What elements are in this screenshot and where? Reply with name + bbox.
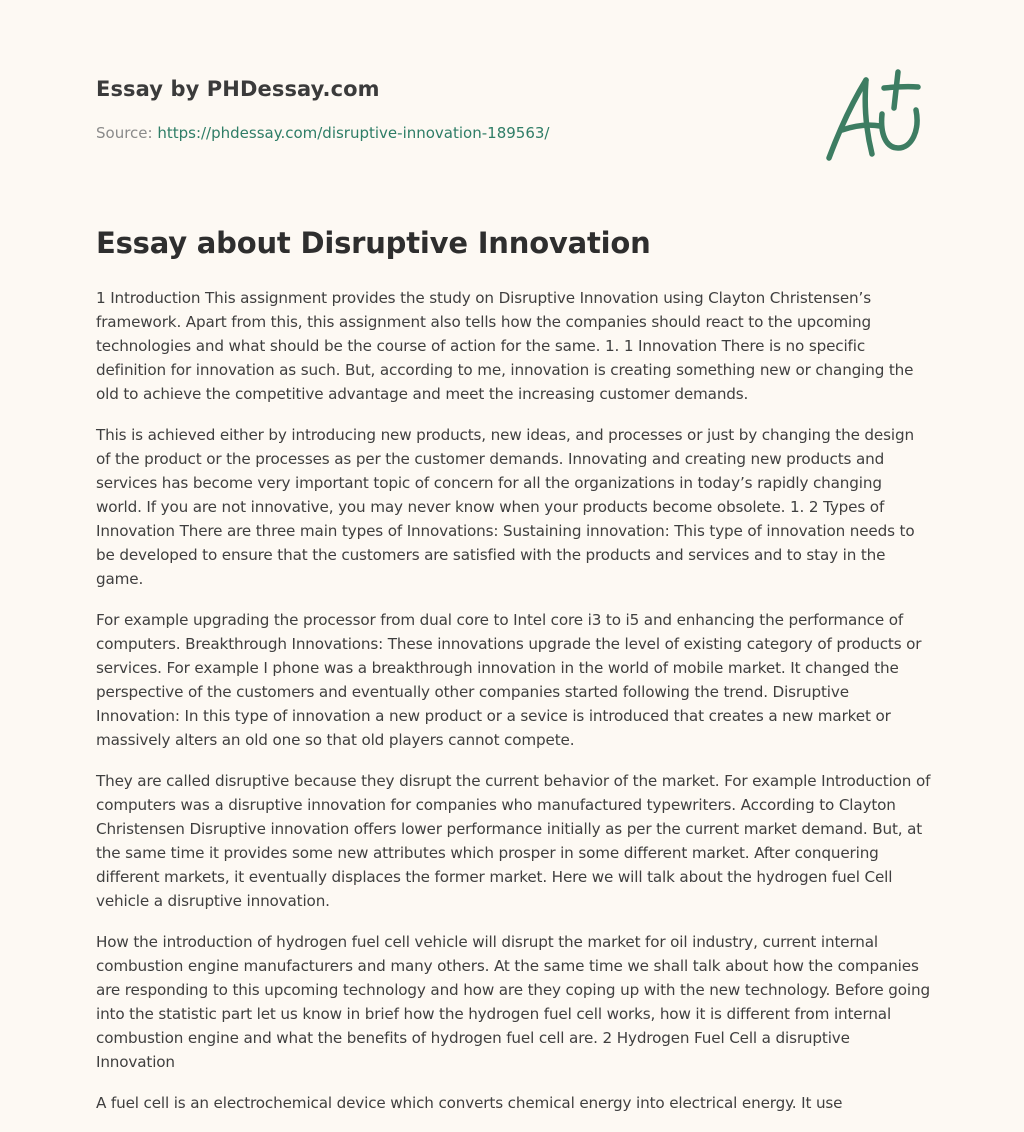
essay-title: Essay about Disruptive Innovation bbox=[96, 226, 651, 260]
essay-paragraph: For example upgrading the processor from dual core to Intel core i3 to i5 and enhancing the performance of computers. Breakthrough Innovations: These innovations upgrade the level of existing category of products or services. For example I phone was a breakthrough innovation in the world of mobile market. It changed the perspective of the customers and eventually other companies started following the trend. Disruptive Innovation: In this type of innovation a new product or a sevice is introduced that creates a new market or massively alters an old one so that old players cannot compete. bbox=[96, 611, 922, 749]
essay-paragraph: 1 Introduction This assignment provides the study on Disruptive Innovation using Clayton Christensen’s framework. Apart from this, this assignment also tells how the companies should react to the upcoming technologies and what should be the course of action for the same. 1. 1 Innovation There is no specific definition for innovation as such. But, according to me, innovation is creating something new or changing the old to achieve the competitive advantage and meet the increasing customer demands. bbox=[96, 289, 914, 403]
source-label: Source: bbox=[96, 124, 158, 142]
brand-title: Essay by PHDessay.com bbox=[96, 77, 380, 101]
a-plus-logo-icon bbox=[822, 68, 928, 164]
essay-body bbox=[96, 286, 932, 1132]
source-link[interactable]: https://phdessay.com/disruptive-innovation-189563/ bbox=[157, 124, 550, 142]
essay-paragraph: How the introduction of hydrogen fuel cell vehicle will disrupt the market for oil industry, current internal combustion engine manufacturers and many others. At the same time we shall talk about how the companies are responding to this upcoming technology and how are they coping up with the new technology. Before going into the statistic part let us know in brief how the hydrogen fuel cell works, how it is different from internal combustion engine and what the benefits of hydrogen fuel cell are. 2 Hydrogen Fuel Cell a disruptive Innovation bbox=[96, 933, 930, 1071]
essay-paragraph: This is achieved either by introducing new products, new ideas, and processes or just by changing the design of the product or the processes as per the customer demands. Innovating and creating new products and services has become very important topic of concern for all the organizations in today’s rapidly changing world. If you are not innovative, you may never know when your products become obsolete. 1. 2 Types of Innovation There are three main types of Innovations: Sustaining innovation: This type of innovation needs to be developed to ensure that the customers are satisfied with the products and services and to stay in the game. bbox=[96, 426, 915, 588]
source-line bbox=[96, 124, 549, 142]
essay-paragraph: A fuel cell is an electrochemical device which converts chemical energy into electrical energy. It use bbox=[96, 1094, 843, 1112]
essay-paragraph: They are called disruptive because they disrupt the current behavior of the market. For example Introduction of computers was a disruptive innovation for companies who manufactured typewriters. According to Clayton Christensen Disruptive innovation offers lower performance initially as per the current market demand. But, at the same time it provides some new attributes which prosper in some different market. After conquering different markets, it eventually displaces the former market. Here we will talk about the hydrogen fuel Cell vehicle a disruptive innovation. bbox=[96, 772, 931, 910]
